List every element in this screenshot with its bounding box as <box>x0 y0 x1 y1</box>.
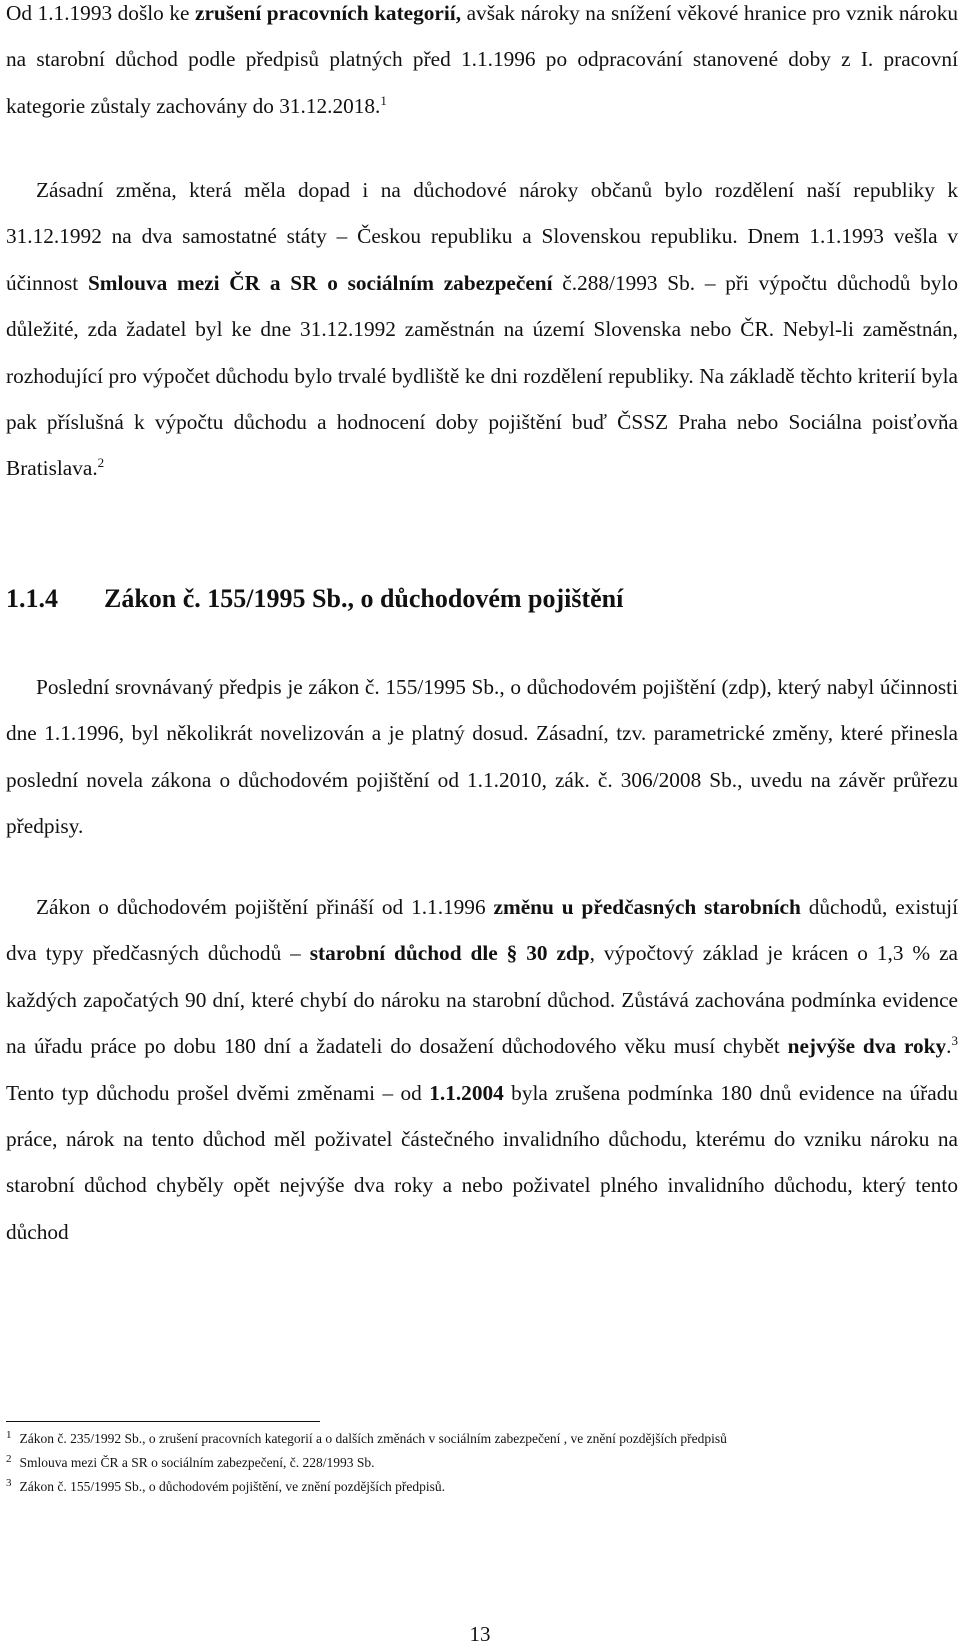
footnote-2 <box>6 1451 958 1475</box>
page-number: 13 <box>469 1622 491 1646</box>
emphasized-text: starobní důchod dle § 30 zdp <box>309 941 590 966</box>
section-number: 1.1.4 <box>6 584 58 613</box>
text-run: Od 1.1.1993 došlo ke <box>6 1 195 25</box>
footnote-3 <box>6 1475 958 1499</box>
paragraph-republic-split <box>6 167 958 492</box>
footnote-mark: 2 <box>6 1452 12 1465</box>
emphasized-text: zrušení pracovních kategorií, <box>195 1 462 25</box>
footnote-text: Zákon č. 155/1995 Sb., o důchodovém pojištění, ve znění pozdějších předpisů. <box>19 1479 446 1494</box>
emphasized-text: nejvýše dva roky <box>787 1034 947 1059</box>
footnote-mark: 3 <box>6 1476 12 1489</box>
section-title: Zákon č. 155/1995 Sb., o důchodovém pojištění <box>104 584 624 613</box>
footnote-text: Smlouva mezi ČR a SR o sociálním zabezpečení, č. 228/1993 Sb. <box>19 1455 375 1470</box>
text-run: Zákon o důchodovém pojištění přináší od 1.1.1996 <box>36 895 494 919</box>
paragraph-early-retirement <box>6 884 958 1255</box>
text-run: . <box>946 1034 952 1059</box>
footnote-text: Zákon č. 235/1992 Sb., o zrušení pracovních kategorií a o dalších změnách v sociálním zabezpečení , ve znění pozdějších předpisů <box>19 1431 727 1446</box>
footnote-separator <box>6 1421 320 1422</box>
footnote-reference: 2 <box>97 455 105 471</box>
text-run: č.288/1993 Sb. – při výpočtu důchodů bylo důležité, zda žadatel byl ke dne 31.12.1992 zaměstnán na území Slovenska nebo ČR. Nebyl-li zaměstnán, rozhodující pro výpočet důchodu bylo trvalé bydliště ke dni rozdělení republiky. Na základě těchto kriterií byla pak příslušná k výpočtu důchodu a hodnocení doby pojištění buď ČSSZ Praha nebo Sociálna poisťovňa Bratislava. <box>6 270 959 481</box>
paragraph-pension-categories <box>6 0 958 129</box>
emphasized-text: změnu u předčasných starobních <box>493 895 801 919</box>
text-run: důchodů, existují dva typy předčasných důchodů – <box>6 895 958 966</box>
section-heading <box>6 576 906 622</box>
footnote-mark: 1 <box>6 1428 12 1441</box>
text-run: Zásadní změna, která měla dopad i na důchodové nároky občanů bylo rozdělení naší republiky k 31.12.1992 na dva samostatné státy – Českou republiku a Slovenskou republiku. Dnem 1.1.1993 vešla v účinnost <box>6 178 958 295</box>
text-run: Poslední srovnávaný předpis je zákon č. 155/1995 Sb., o důchodovém pojištění (zdp), který nabyl účinnosti dne 1.1.1996, byl několikrát novelizován a je platný dosud. Zásadní, tzv. parametrické změny, které přinesla poslední novela zákona o důchodovém pojištění od 1.1.2010, zák. č. 306/2008 Sb., uvedu na závěr průřezu předpisy. <box>6 675 958 839</box>
text-run: Tento typ důchodu prošel dvěmi změnami – od <box>6 1080 430 1105</box>
text-run: byla zrušena podmínka 180 dnů evidence na úřadu práce, nárok na tento důchod měl poživatel částečného invalidního důchodu, kterému do vzniku nároku na starobní důchod chyběly opět nejvýše dva roky a nebo poživatel plného invalidního důchodu, který tento důchod <box>6 1080 958 1244</box>
text-run: , výpočtový základ je krácen o 1,3 % za každých započatých 90 dní, které chybí do nároku na starobní důchod. Zůstává zachována podmínka evidence na úřadu práce po dobu 180 dní a žadateli do dosažení důchodového věku musí chybět <box>6 941 959 1059</box>
footnotes <box>6 1427 958 1499</box>
footnote-reference: 3 <box>951 1033 958 1049</box>
paragraph-pension-insurance-act <box>6 664 958 850</box>
footnote-reference: 1 <box>380 92 387 108</box>
text-run: avšak nároky na snížení věkové hranice pro vznik nároku na starobní důchod podle předpisů platných před 1.1.1996 po odpracování stanovené doby z I. pracovní kategorie zůstaly zachovány do 31.12.2018. <box>6 1 958 118</box>
emphasized-text: 1.1.2004 <box>429 1080 504 1105</box>
emphasized-text: Smlouva mezi ČR a SR o sociálním zabezpečení <box>87 270 553 295</box>
footnote-1 <box>6 1427 958 1451</box>
